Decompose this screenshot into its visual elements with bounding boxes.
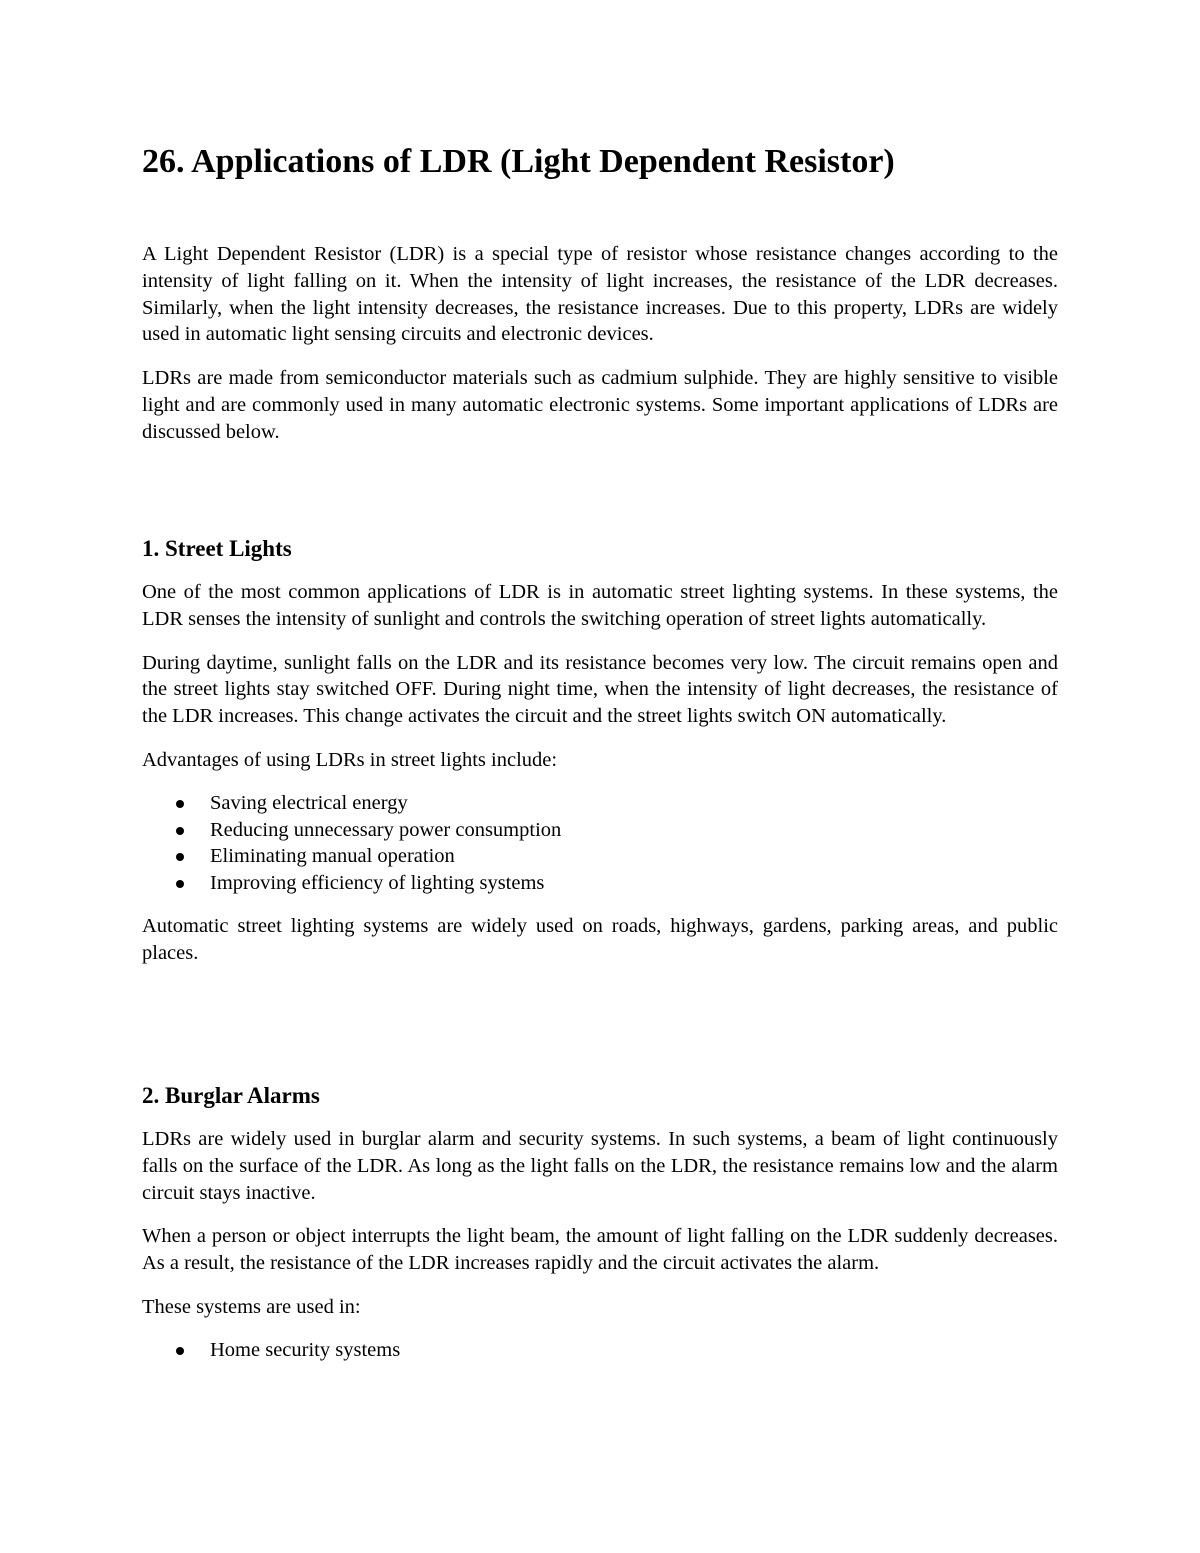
street-lights-list-intro: Advantages of using LDRs in street lights include:: [142, 748, 558, 771]
list-item: Reducing unnecessary power consumption: [142, 817, 1058, 844]
street-lights-section: [142, 534, 1058, 967]
list-item: Saving electrical energy: [142, 790, 1058, 817]
burglar-alarms-paragraph-1: LDRs are widely used in burglar alarm and security systems. In such systems, a beam of light continuously falls on the surface of the LDR. As long as the light falls on the LDR, the resistance remains low and the alarm circuit stays inactive.: [142, 1128, 1058, 1204]
burglar-alarms-list-intro: These systems are used in:: [142, 1295, 361, 1318]
street-lights-advantages-list: [142, 790, 1058, 897]
bullet-icon: [176, 827, 184, 835]
intro-paragraph-2: LDRs are made from semiconductor materials such as cadmium sulphide. They are highly sensitive to visible light and are commonly used in many automatic electronic systems. Some important applications of LDRs are discussed below.: [142, 367, 1058, 443]
bullet-icon: [176, 1347, 184, 1355]
page-title: 26. Applications of LDR (Light Dependent Resistor): [142, 143, 895, 180]
street-lights-paragraph-3: Automatic street lighting systems are widely used on roads, highways, gardens, parking areas, and public places.: [142, 914, 1058, 964]
section-heading-burglar-alarms: 2. Burglar Alarms: [142, 1083, 320, 1108]
street-lights-paragraph-2: During daytime, sunlight falls on the LDR and its resistance becomes very low. The circuit remains open and the street lights stay switched OFF. During night time, when the intensity of light decreases, the resistance of the LDR increases. This change activates the circuit and the street lights switch ON automatically.: [142, 651, 1058, 728]
burglar-alarms-paragraph-2: When a person or object interrupts the light beam, the amount of light falling on the LDR suddenly decreases. As a result, the resistance of the LDR increases rapidly and the circuit activates the alarm.: [142, 1225, 1058, 1275]
bullet-icon: [176, 800, 184, 808]
bullet-icon: [176, 880, 184, 888]
section-heading-street-lights: 1. Street Lights: [142, 536, 292, 561]
street-lights-paragraph-1: One of the most common applications of LDR is in automatic street lighting systems. In these systems, the LDR senses the intensity of sunlight and controls the switching operation of street lights automatically.: [142, 581, 1058, 630]
list-item: Home security systems: [142, 1337, 1058, 1364]
burglar-alarms-section: [142, 1081, 1058, 1364]
burglar-alarms-usage-list: [142, 1337, 1058, 1364]
intro-section: [142, 241, 1058, 446]
list-item: Eliminating manual operation: [142, 843, 1058, 870]
list-item: Improving efficiency of lighting systems: [142, 870, 1058, 897]
bullet-icon: [176, 853, 184, 861]
intro-paragraph-1: A Light Dependent Resistor (LDR) is a special type of resistor whose resistance changes according to the intensity of light falling on it. When the intensity of light increases, the resistance of the LDR decreases. Similarly, when the light intensity decreases, the resistance increases. Due to this property, LDRs are widely used in automatic light sensing circuits and electronic devices.: [142, 243, 1058, 346]
